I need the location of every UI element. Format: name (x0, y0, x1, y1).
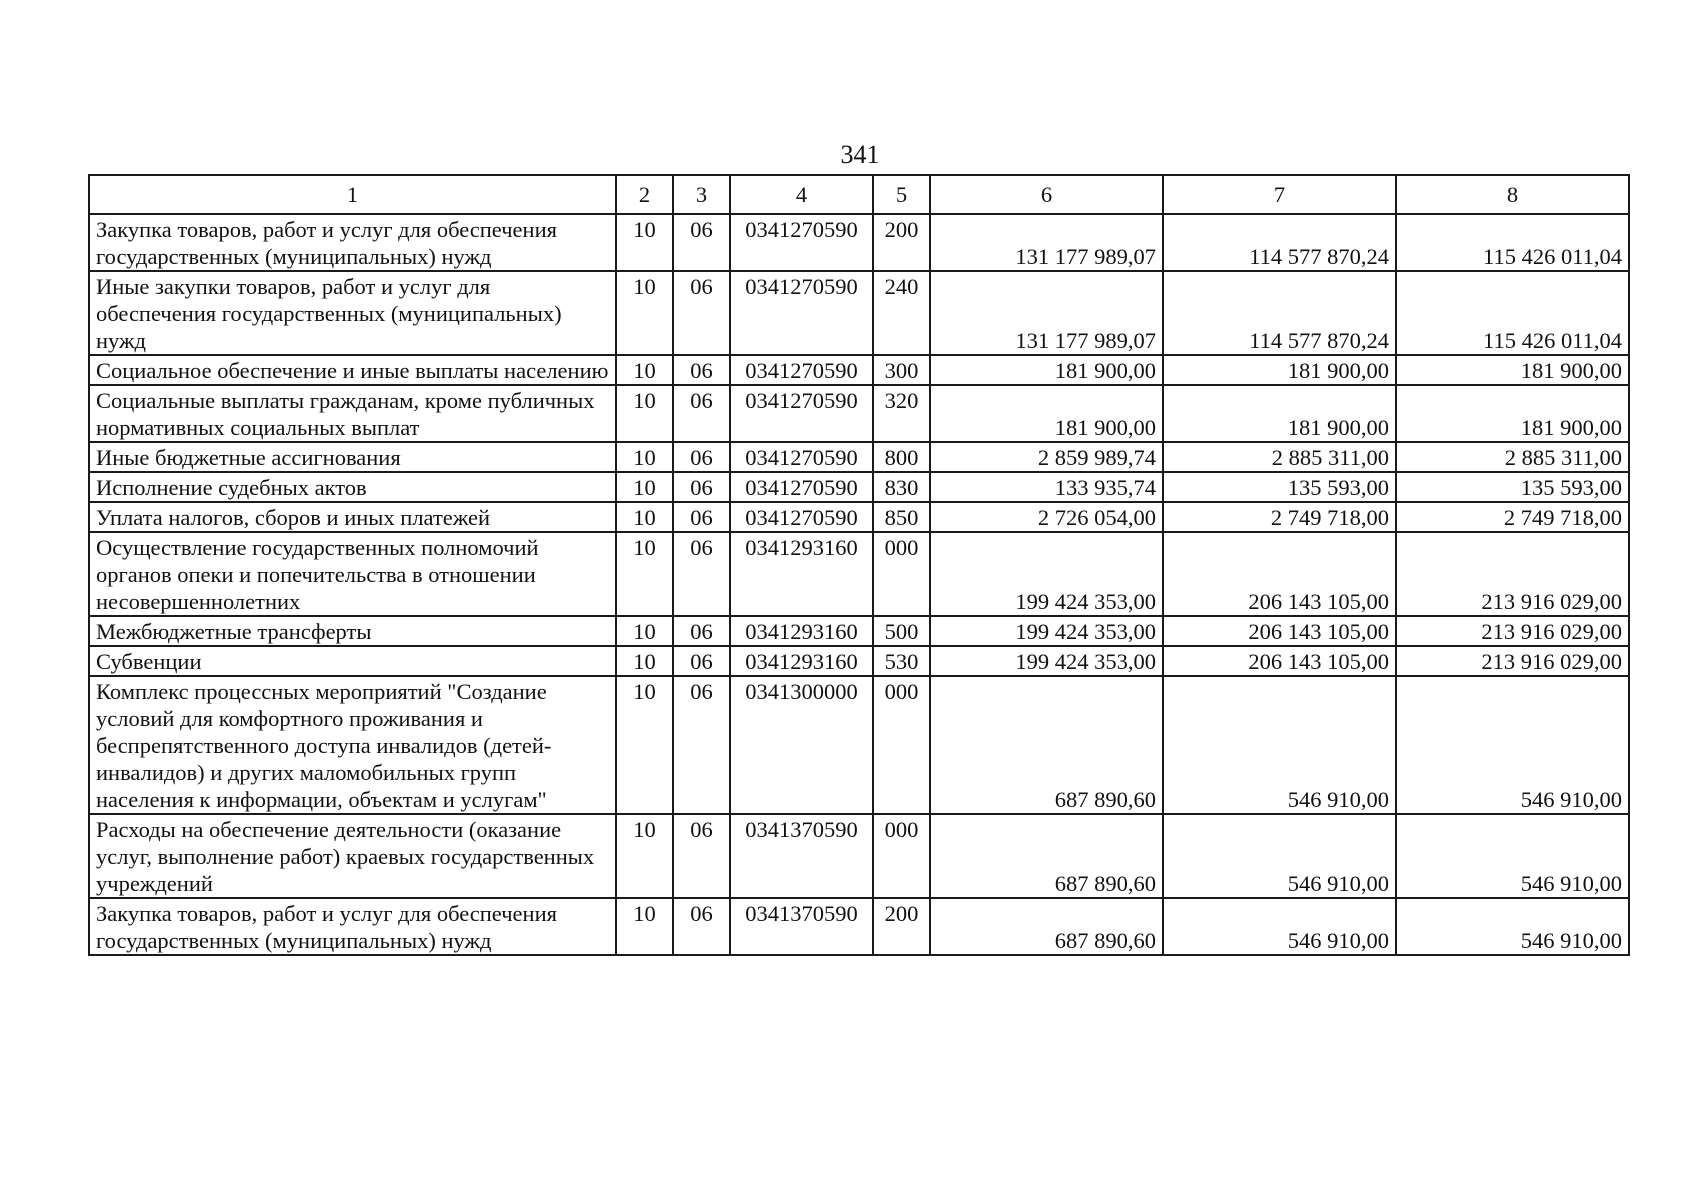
expense-type-code-cell: 000 (873, 814, 930, 898)
row-name-cell: Осуществление государственных полномочий органов опеки и попечительства в отношении несовершеннолетних (89, 532, 616, 616)
row-name-cell: Комплекс процессных мероприятий "Создание условий для комфортного проживания и беспрепятственного доступа инвалидов (детей-инвалидов) и других маломобильных групп населения к информации, объектам и услугам" (89, 676, 616, 814)
expense-type-code-cell: 240 (873, 271, 930, 355)
target-article-code-cell: 0341270590 (730, 385, 873, 442)
amount-col8-cell: 181 900,00 (1396, 385, 1629, 442)
target-article-code-cell: 0341370590 (730, 814, 873, 898)
target-article-code-cell: 0341270590 (730, 355, 873, 385)
section-code-cell: 10 (616, 442, 673, 472)
amount-col8-cell: 2 885 311,00 (1396, 442, 1629, 472)
amount-col7-cell: 114 577 870,24 (1163, 271, 1396, 355)
table-row (89, 676, 1629, 814)
table-row (89, 214, 1629, 271)
target-article-code-cell: 0341270590 (730, 214, 873, 271)
section-code-cell: 10 (616, 271, 673, 355)
amount-col7-cell: 2 749 718,00 (1163, 502, 1396, 532)
row-name-cell: Закупка товаров, работ и услуг для обеспечения государственных (муниципальных) нужд (89, 214, 616, 271)
section-code-cell: 10 (616, 676, 673, 814)
amount-col7-cell: 206 143 105,00 (1163, 532, 1396, 616)
table-row (89, 385, 1629, 442)
amount-col6-cell: 199 424 353,00 (930, 532, 1163, 616)
amount-col6-cell: 2 726 054,00 (930, 502, 1163, 532)
amount-col8-cell: 546 910,00 (1396, 814, 1629, 898)
section-code-cell: 10 (616, 616, 673, 646)
target-article-code-cell: 0341293160 (730, 616, 873, 646)
amount-col7-cell: 206 143 105,00 (1163, 646, 1396, 676)
expense-type-code-cell: 500 (873, 616, 930, 646)
amount-col8-cell: 213 916 029,00 (1396, 532, 1629, 616)
amount-col7-cell: 2 885 311,00 (1163, 442, 1396, 472)
amount-col7-cell: 181 900,00 (1163, 385, 1396, 442)
target-article-code-cell: 0341293160 (730, 646, 873, 676)
amount-col8-cell: 213 916 029,00 (1396, 616, 1629, 646)
target-article-code-cell: 0341270590 (730, 271, 873, 355)
column-header: 5 (873, 175, 930, 214)
column-header: 4 (730, 175, 873, 214)
amount-col8-cell: 546 910,00 (1396, 676, 1629, 814)
table-row (89, 271, 1629, 355)
column-header: 2 (616, 175, 673, 214)
subsection-code-cell: 06 (673, 214, 730, 271)
table-row (89, 814, 1629, 898)
subsection-code-cell: 06 (673, 898, 730, 955)
amount-col6-cell: 2 859 989,74 (930, 442, 1163, 472)
section-code-cell: 10 (616, 898, 673, 955)
target-article-code-cell: 0341370590 (730, 898, 873, 955)
subsection-code-cell: 06 (673, 676, 730, 814)
target-article-code-cell: 0341270590 (730, 472, 873, 502)
target-article-code-cell: 0341270590 (730, 502, 873, 532)
amount-col8-cell: 213 916 029,00 (1396, 646, 1629, 676)
amount-col7-cell: 546 910,00 (1163, 676, 1396, 814)
expense-type-code-cell: 830 (873, 472, 930, 502)
section-code-cell: 10 (616, 502, 673, 532)
amount-col6-cell: 199 424 353,00 (930, 646, 1163, 676)
expense-type-code-cell: 320 (873, 385, 930, 442)
row-name-cell: Социальное обеспечение и иные выплаты населению (89, 355, 616, 385)
subsection-code-cell: 06 (673, 355, 730, 385)
row-name-cell: Расходы на обеспечение деятельности (оказание услуг, выполнение работ) краевых государственных учреждений (89, 814, 616, 898)
column-header: 1 (89, 175, 616, 214)
amount-col7-cell: 546 910,00 (1163, 814, 1396, 898)
subsection-code-cell: 06 (673, 271, 730, 355)
section-code-cell: 10 (616, 472, 673, 502)
amount-col7-cell: 114 577 870,24 (1163, 214, 1396, 271)
amount-col7-cell: 206 143 105,00 (1163, 616, 1396, 646)
section-code-cell: 10 (616, 532, 673, 616)
column-header: 7 (1163, 175, 1396, 214)
table-row (89, 442, 1629, 472)
page-number: 341 (840, 140, 880, 169)
amount-col8-cell: 2 749 718,00 (1396, 502, 1629, 532)
table-row (89, 616, 1629, 646)
amount-col7-cell: 546 910,00 (1163, 898, 1396, 955)
amount-col8-cell: 546 910,00 (1396, 898, 1629, 955)
amount-col8-cell: 181 900,00 (1396, 355, 1629, 385)
expense-type-code-cell: 200 (873, 898, 930, 955)
expense-type-code-cell: 530 (873, 646, 930, 676)
expense-type-code-cell: 200 (873, 214, 930, 271)
section-code-cell: 10 (616, 814, 673, 898)
row-name-cell: Уплата налогов, сборов и иных платежей (89, 502, 616, 532)
row-name-cell: Субвенции (89, 646, 616, 676)
section-code-cell: 10 (616, 355, 673, 385)
row-name-cell: Межбюджетные трансферты (89, 616, 616, 646)
amount-col6-cell: 687 890,60 (930, 676, 1163, 814)
subsection-code-cell: 06 (673, 502, 730, 532)
subsection-code-cell: 06 (673, 385, 730, 442)
budget-table (88, 174, 1630, 956)
amount-col6-cell: 133 935,74 (930, 472, 1163, 502)
target-article-code-cell: 0341300000 (730, 676, 873, 814)
amount-col7-cell: 135 593,00 (1163, 472, 1396, 502)
table-row (89, 646, 1629, 676)
column-header: 3 (673, 175, 730, 214)
row-name-cell: Иные бюджетные ассигнования (89, 442, 616, 472)
table-row (89, 472, 1629, 502)
section-code-cell: 10 (616, 646, 673, 676)
expense-type-code-cell: 850 (873, 502, 930, 532)
amount-col6-cell: 687 890,60 (930, 898, 1163, 955)
amount-col6-cell: 199 424 353,00 (930, 616, 1163, 646)
amount-col7-cell: 181 900,00 (1163, 355, 1396, 385)
expense-type-code-cell: 000 (873, 676, 930, 814)
amount-col8-cell: 135 593,00 (1396, 472, 1629, 502)
section-code-cell: 10 (616, 385, 673, 442)
expense-type-code-cell: 800 (873, 442, 930, 472)
amount-col6-cell: 687 890,60 (930, 814, 1163, 898)
target-article-code-cell: 0341293160 (730, 532, 873, 616)
subsection-code-cell: 06 (673, 646, 730, 676)
amount-col6-cell: 181 900,00 (930, 355, 1163, 385)
amount-col8-cell: 115 426 011,04 (1396, 271, 1629, 355)
subsection-code-cell: 06 (673, 814, 730, 898)
amount-col6-cell: 181 900,00 (930, 385, 1163, 442)
amount-col6-cell: 131 177 989,07 (930, 214, 1163, 271)
amount-col8-cell: 115 426 011,04 (1396, 214, 1629, 271)
row-name-cell: Закупка товаров, работ и услуг для обеспечения государственных (муниципальных) нужд (89, 898, 616, 955)
subsection-code-cell: 06 (673, 616, 730, 646)
table-row (89, 898, 1629, 955)
column-header: 6 (930, 175, 1163, 214)
row-name-cell: Социальные выплаты гражданам, кроме публичных нормативных социальных выплат (89, 385, 616, 442)
table-row (89, 502, 1629, 532)
table-header-row (89, 175, 1629, 214)
expense-type-code-cell: 300 (873, 355, 930, 385)
row-name-cell: Иные закупки товаров, работ и услуг для обеспечения государственных (муниципальных) нужд (89, 271, 616, 355)
column-header: 8 (1396, 175, 1629, 214)
section-code-cell: 10 (616, 214, 673, 271)
subsection-code-cell: 06 (673, 532, 730, 616)
subsection-code-cell: 06 (673, 472, 730, 502)
expense-type-code-cell: 000 (873, 532, 930, 616)
table-row (89, 532, 1629, 616)
subsection-code-cell: 06 (673, 442, 730, 472)
table-row (89, 355, 1629, 385)
row-name-cell: Исполнение судебных актов (89, 472, 616, 502)
target-article-code-cell: 0341270590 (730, 442, 873, 472)
amount-col6-cell: 131 177 989,07 (930, 271, 1163, 355)
